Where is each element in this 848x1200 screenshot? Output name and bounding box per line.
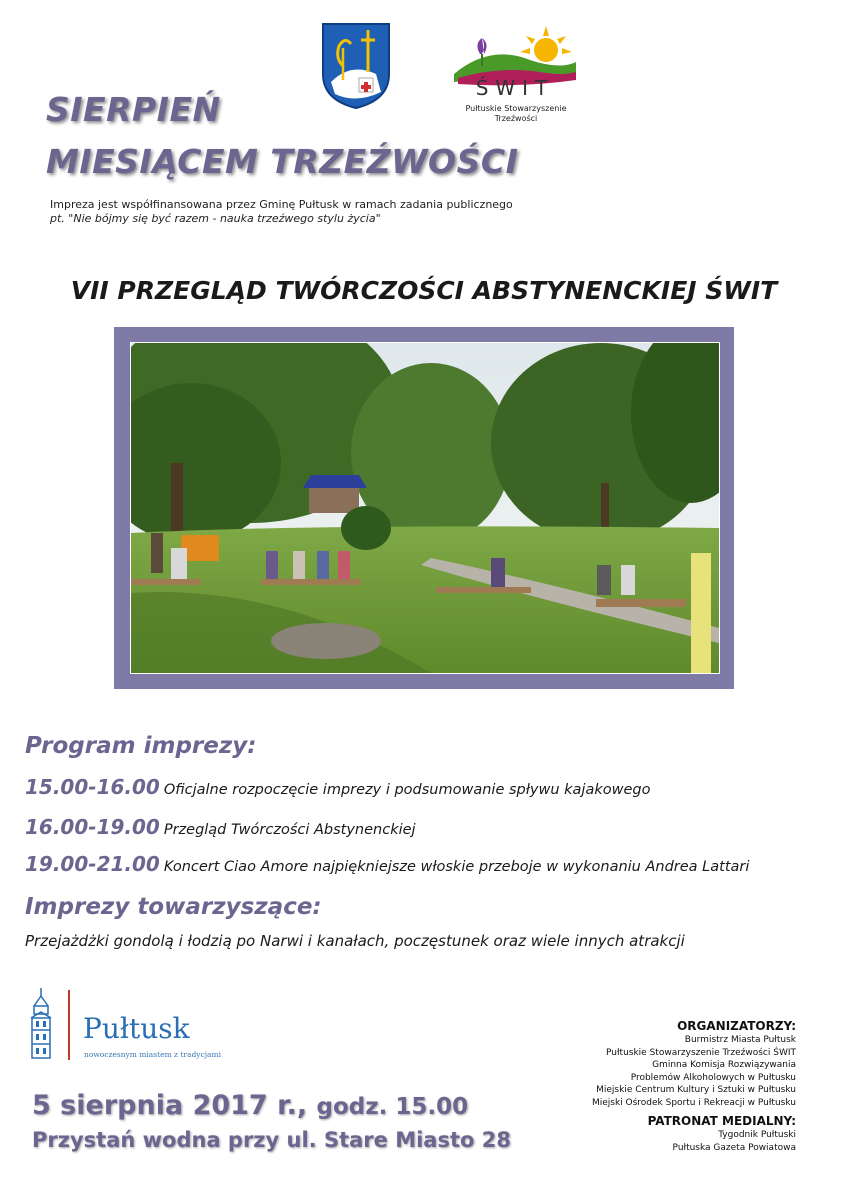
program-item-time: 16.00-19.00 [25,815,160,839]
program-item [25,815,416,839]
program-heading: Program imprezy: [25,733,257,759]
organizers-list [592,1034,796,1109]
organizer-item: Problemów Alkoholowych w Pułtusku [630,1072,796,1083]
tower-icon [28,988,54,1062]
event-date-time [32,1090,468,1121]
swit-name: ŚWIT [475,76,555,100]
logo-divider [68,990,70,1060]
swit-subtitle-line-1: Pułtuskie Stowarzyszenie [465,104,567,113]
organizer-item: Miejskie Centrum Kultury i Sztuki w Pułtusku [596,1085,796,1095]
sponsor-note-line-2: pt. "Nie bójmy się być razem - nauka trzeźwego stylu życia" [50,212,381,225]
patronage-list [673,1129,796,1154]
organizers-heading: ORGANIZATORZY: [677,1019,796,1033]
program-item-time: 15.00-16.00 [25,775,160,799]
accompanying-heading: Imprezy towarzyszące: [25,894,322,920]
date-time-separator: , [296,1090,308,1121]
program-item-desc: Oficjalne rozpoczęcie imprezy i podsumowanie spływu kajakowego [163,782,651,798]
patron-item: Tygodnik Pułtuski [718,1130,796,1140]
event-date: 5 sierpnia 2017 r. [32,1090,297,1121]
program-item-time: 19.00-21.00 [25,852,160,876]
pultusk-logo-tagline: nowoczesnym miastem z tradycjami [84,1050,222,1059]
park-photo [130,342,720,674]
pultusk-logo-name: Pułtusk [83,1012,190,1045]
patronage-heading: PATRONAT MEDIALNY: [647,1114,796,1128]
organizer-item: Pułtuskie Stowarzyszenie Trzeźwości ŚWIT [606,1047,796,1058]
organizer-item: Burmistrz Miasta Pułtusk [684,1035,796,1045]
program-item [25,852,749,876]
headline-line-1: SIERPIEŃ [46,90,221,129]
event-title: VII PRZEGLĄD TWÓRCZOŚCI ABSTYNENCKIEJ ŚWIT [70,276,778,305]
swit-subtitle-line-2: Trzeźwości [494,114,538,123]
sponsor-note-line-1: Impreza jest współfinansowana przez Gminę Pułtusk w ramach zadania publicznego [50,198,513,211]
accompanying-text: Przejażdżki gondolą i łodzią po Narwi i kanałach, poczęstunek oraz wiele innych atrakcji [25,932,685,950]
headline-line-2: MIESIĄCEM TRZEŹWOŚCI [46,142,519,181]
event-time: godz. 15.00 [316,1094,469,1120]
swit-subtitle [446,104,586,124]
organizer-item: Miejski Ośrodek Sportu i Rekreacji w Pułtusku [591,1097,796,1108]
event-place: Przystań wodna przy ul. Stare Miasto 28 [32,1128,511,1152]
program-item-desc: Przegląd Twórczości Abstynenckiej [163,822,416,838]
patron-item: Pułtuska Gazeta Powiatowa [672,1142,796,1153]
coat-of-arms-icon [321,22,391,110]
program-item [25,775,650,799]
organizer-item: Gminna Komisja Rozwiązywania [652,1060,796,1070]
program-item-desc: Koncert Ciao Amore najpiękniejsze włoskie przeboje w wykonaniu Andrea Lattari [163,859,750,875]
